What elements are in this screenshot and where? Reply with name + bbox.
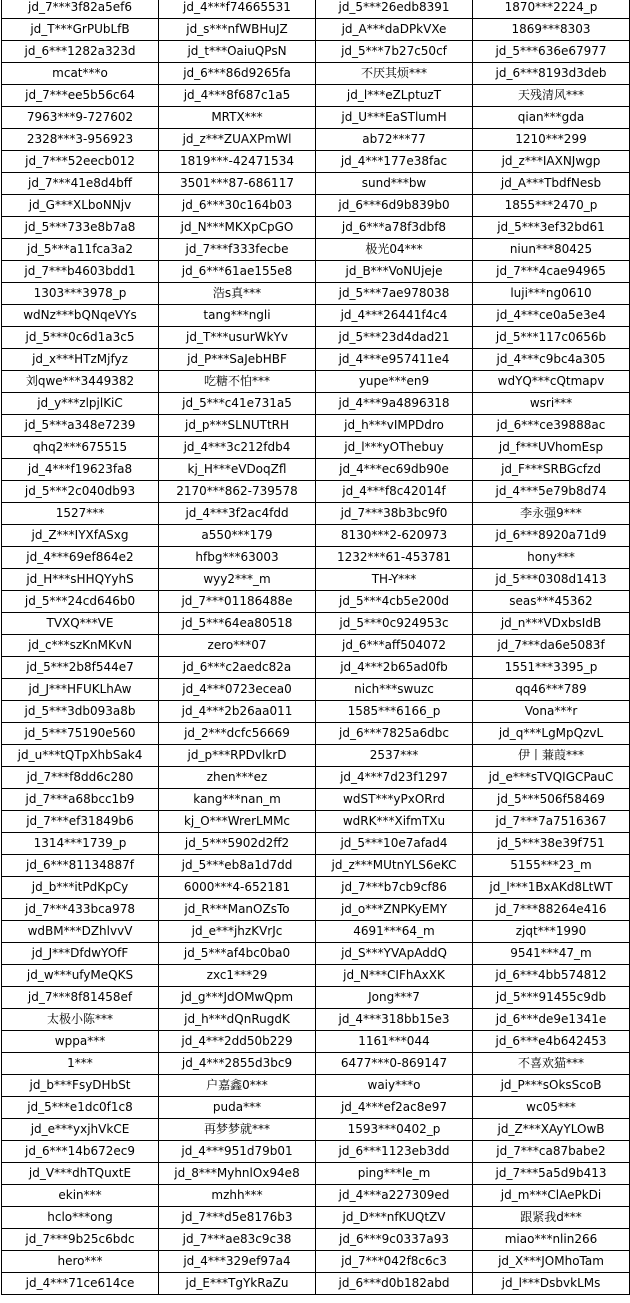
table-cell: jd_N***CIFhAxXK: [316, 965, 473, 987]
table-cell: jd_D***nfKUQtZV: [316, 1207, 473, 1229]
table-cell: hero***: [2, 1251, 159, 1273]
table-row: [2, 415, 630, 437]
table-cell: jd_4***ec69db90e: [316, 459, 473, 481]
table-row: [2, 481, 630, 503]
table-cell: jd_6***ce39888ac: [473, 415, 630, 437]
table-cell: jd_5***26edb8391: [316, 0, 473, 19]
table-cell: sund***bw: [316, 173, 473, 195]
table-cell: jd_n***VDxbsIdB: [473, 613, 630, 635]
table-cell: ab72***77: [316, 129, 473, 151]
table-cell: jd_5***7ae978038: [316, 283, 473, 305]
table-cell: MRTX***: [159, 107, 316, 129]
table-cell: jd_7***41e8d4bff: [2, 173, 159, 195]
table-cell: jd_4***71ce614ce: [2, 1273, 159, 1295]
table-cell: jd_o***ZNPKyEMY: [316, 899, 473, 921]
table-cell: jd_7***52eecb012: [2, 151, 159, 173]
table-cell: jd_J***DfdwYOfF: [2, 943, 159, 965]
table-cell: jd_e***sTVQIGCPauC: [473, 767, 630, 789]
table-cell: jd_4***5e79b8d74: [473, 481, 630, 503]
table-cell: 户嘉鑫0***: [159, 1075, 316, 1097]
table-cell: puda***: [159, 1097, 316, 1119]
table-row: [2, 635, 630, 657]
table-cell: jd_7***a68bcc1b9: [2, 789, 159, 811]
table-row: [2, 1075, 630, 1097]
table-row: [2, 261, 630, 283]
table-cell: 9541***47_m: [473, 943, 630, 965]
table-cell: jd_z***IAXNJwgp: [473, 151, 630, 173]
table-cell: nich***swuzc: [316, 679, 473, 701]
table-cell: jd_4***318bb15e3: [316, 1009, 473, 1031]
table-cell: jd_4***ef2ac8e97: [316, 1097, 473, 1119]
table-cell: jd_6***e4b642453: [473, 1031, 630, 1053]
table-cell: jd_4***9a4896318: [316, 393, 473, 415]
table-cell: jd_5***117c0656b: [473, 327, 630, 349]
table-cell: jd_6***aff504072: [316, 635, 473, 657]
table-cell: jd_e***jhzKVrJc: [159, 921, 316, 943]
table-cell: jd_z***MUtnYLS6eKC: [316, 855, 473, 877]
table-cell: jd_P***sOksScoB: [473, 1075, 630, 1097]
table-cell: 不喜欢猫***: [473, 1053, 630, 1075]
table-cell: 浩s真***: [159, 283, 316, 305]
table-cell: zxc1***29: [159, 965, 316, 987]
table-cell: jd_7***88264e416: [473, 899, 630, 921]
table-row: [2, 987, 630, 1009]
table-cell: 2170***862-739578: [159, 481, 316, 503]
table-cell: jd_y***zlpjlKiC: [2, 393, 159, 415]
table-cell: jd_6***c2aedc82a: [159, 657, 316, 679]
table-cell: jd_6***61ae155e8: [159, 261, 316, 283]
table-cell: tang***ngli: [159, 305, 316, 327]
table-cell: TH-Y***: [316, 569, 473, 591]
table-cell: jd_B***VoNUjeje: [316, 261, 473, 283]
table-body: [2, 0, 630, 1295]
table-cell: jd_5***eb8a1d7dd: [159, 855, 316, 877]
table-cell: jd_6***1123eb3dd: [316, 1141, 473, 1163]
table-cell: jd_4***177e38fac: [316, 151, 473, 173]
table-row: [2, 327, 630, 349]
table-cell: jd_5***38e39f751: [473, 833, 630, 855]
table-cell: jd_e***yxjhVkCE: [2, 1119, 159, 1141]
table-cell: jd_4***e957411e4: [316, 349, 473, 371]
table-cell: jd_2***dcfc56669: [159, 723, 316, 745]
table-cell: jd_6***8193d3deb: [473, 63, 630, 85]
table-cell: jd_5***636e67977: [473, 41, 630, 63]
table-cell: jd_6***9c0337a93: [316, 1229, 473, 1251]
table-cell: jd_h***dQnRugdK: [159, 1009, 316, 1031]
table-row: [2, 173, 630, 195]
table-cell: jd_t***OaiuQPsN: [159, 41, 316, 63]
table-row: [2, 591, 630, 613]
table-cell: jd_P***SaJebHBF: [159, 349, 316, 371]
table-cell: jd_4***a227309ed: [316, 1185, 473, 1207]
table-cell: jd_R***ManOZsTo: [159, 899, 316, 921]
table-cell: jd_5***c41e731a5: [159, 393, 316, 415]
table-cell: jd_6***81134887f: [2, 855, 159, 877]
table-cell: jd_6***d0b182abd: [316, 1273, 473, 1295]
table-cell: jd_h***vIMPDdro: [316, 415, 473, 437]
table-cell: wc05***: [473, 1097, 630, 1119]
table-cell: kang***nan_m: [159, 789, 316, 811]
table-cell: jd_5***75190e560: [2, 723, 159, 745]
table-cell: jd_7***ef31849b6: [2, 811, 159, 833]
table-cell: 1870***2224_p: [473, 0, 630, 19]
table-row: [2, 19, 630, 41]
table-cell: jd_7***da6e5083f: [473, 635, 630, 657]
table-cell: qhq2***675515: [2, 437, 159, 459]
table-row: [2, 1141, 630, 1163]
table-cell: TVXQ***VE: [2, 613, 159, 635]
table-cell: zjqt***1990: [473, 921, 630, 943]
table-cell: jd_w***ufyMeQKS: [2, 965, 159, 987]
table-cell: jd_5***a11fca3a2: [2, 239, 159, 261]
table-row: [2, 855, 630, 877]
table-cell: jd_5***3db093a8b: [2, 701, 159, 723]
table-cell: wdBM***DZhlvvV: [2, 921, 159, 943]
table-row: [2, 283, 630, 305]
table-cell: 太极小陈***: [2, 1009, 159, 1031]
table-row: [2, 965, 630, 987]
table-cell: jd_E***TgYkRaZu: [159, 1273, 316, 1295]
table-cell: jd_7***01186488e: [159, 591, 316, 613]
table-cell: wdYQ***cQtmapv: [473, 371, 630, 393]
table-cell: jd_4***ce0a5e3e4: [473, 305, 630, 327]
table-row: [2, 0, 630, 19]
table-row: [2, 833, 630, 855]
table-cell: 1585***6166_p: [316, 701, 473, 723]
table-row: [2, 877, 630, 899]
table-cell: 8130***2-620973: [316, 525, 473, 547]
table-cell: jd_Z***IYXfASxg: [2, 525, 159, 547]
table-cell: 李永强9***: [473, 503, 630, 525]
table-cell: 1551***3395_p: [473, 657, 630, 679]
table-cell: hclo***ong: [2, 1207, 159, 1229]
table-cell: jd_5***64ea80518: [159, 613, 316, 635]
table-cell: jd_A***TbdfNesb: [473, 173, 630, 195]
table-row: [2, 85, 630, 107]
table-cell: jd_T***usurWkYv: [159, 327, 316, 349]
table-cell: jd_H***sHHQYyhS: [2, 569, 159, 591]
table-cell: jd_S***YVApAddQ: [316, 943, 473, 965]
table-cell: 1527***: [2, 503, 159, 525]
table-cell: wdNz***bQNqeVYs: [2, 305, 159, 327]
table-cell: 1210***299: [473, 129, 630, 151]
table-cell: jd_6***86d9265fa: [159, 63, 316, 85]
table-cell: jd_6***1282a323d: [2, 41, 159, 63]
table-cell: jd_8***MyhnlOx94e8: [159, 1163, 316, 1185]
table-row: [2, 195, 630, 217]
table-cell: 1819***-42471534: [159, 151, 316, 173]
table-cell: jd_5***e1dc0f1c8: [2, 1097, 159, 1119]
table-cell: jd_5***2c040db93: [2, 481, 159, 503]
table-cell: jd_l***yOThebuy: [316, 437, 473, 459]
table-cell: waiy***o: [316, 1075, 473, 1097]
table-cell: 5155***23_m: [473, 855, 630, 877]
table-cell: qq46***789: [473, 679, 630, 701]
table-cell: jd_T***GrPUbLfB: [2, 19, 159, 41]
table-row: [2, 1163, 630, 1185]
table-cell: zhen***ez: [159, 767, 316, 789]
table-cell: jd_5***3ef32bd61: [473, 217, 630, 239]
table-cell: mzhh***: [159, 1185, 316, 1207]
table-cell: jd_4***2b26aa011: [159, 701, 316, 723]
table-cell: jd_l***DsbvkLMs: [473, 1273, 630, 1295]
table-cell: jd_J***HFUKLhAw: [2, 679, 159, 701]
table-cell: jd_5***0c924953c: [316, 613, 473, 635]
table-cell: jd_4***f74665531: [159, 0, 316, 19]
table-cell: hfbg***63003: [159, 547, 316, 569]
table-row: [2, 789, 630, 811]
table-cell: jd_b***FsyDHbSt: [2, 1075, 159, 1097]
table-cell: jd_4***2dd50b229: [159, 1031, 316, 1053]
table-cell: yupe***en9: [316, 371, 473, 393]
table-cell: jd_F***SRBGcfzd: [473, 459, 630, 481]
table-row: [2, 1097, 630, 1119]
table-cell: jd_5***506f58469: [473, 789, 630, 811]
table-cell: luji***ng0610: [473, 283, 630, 305]
table-row: [2, 701, 630, 723]
table-row: [2, 569, 630, 591]
table-cell: hony***: [473, 547, 630, 569]
table-cell: jd_7***ca87babe2: [473, 1141, 630, 1163]
table-cell: 6477***0-869147: [316, 1053, 473, 1075]
table-cell: jd_7***5a5d9b413: [473, 1163, 630, 1185]
table-cell: jd_x***HTzMjfyz: [2, 349, 159, 371]
table-cell: jd_5***0c6d1a3c5: [2, 327, 159, 349]
user-id-table: [1, 0, 630, 1295]
table-row: [2, 1053, 630, 1075]
table-row: [2, 41, 630, 63]
table-cell: 3501***87-686117: [159, 173, 316, 195]
table-cell: jd_7***f8dd6c280: [2, 767, 159, 789]
table-row: [2, 1273, 630, 1295]
table-cell: jd_6***de9e1341e: [473, 1009, 630, 1031]
table-row: [2, 63, 630, 85]
table-cell: jd_4***2855d3bc9: [159, 1053, 316, 1075]
table-row: [2, 393, 630, 415]
table-row: [2, 943, 630, 965]
table-cell: jd_5***4cb5e200d: [316, 591, 473, 613]
table-cell: jd_q***LgMpQzvL: [473, 723, 630, 745]
table-cell: 1869***8303: [473, 19, 630, 41]
table-cell: jd_A***daDPkVXe: [316, 19, 473, 41]
table-cell: jd_6***7825a6dbc: [316, 723, 473, 745]
table-cell: jd_7***ae83c9c38: [159, 1229, 316, 1251]
table-cell: jd_6***4bb574812: [473, 965, 630, 987]
table-cell: Vona***r: [473, 701, 630, 723]
table-row: [2, 1229, 630, 1251]
table-cell: 6000***4-652181: [159, 877, 316, 899]
table-cell: jd_7***3f82a5ef6: [2, 0, 159, 19]
table-cell: jd_7***d5e8176b3: [159, 1207, 316, 1229]
table-row: [2, 1119, 630, 1141]
table-cell: jd_c***szKnMKvN: [2, 635, 159, 657]
table-cell: 跟紧我d***: [473, 1207, 630, 1229]
table-cell: jd_5***0308d1413: [473, 569, 630, 591]
table-cell: qian***gda: [473, 107, 630, 129]
table-cell: jd_V***dhTQuxtE: [2, 1163, 159, 1185]
table-row: [2, 547, 630, 569]
table-cell: jd_5***91455c9db: [473, 987, 630, 1009]
table-cell: 1855***2470_p: [473, 195, 630, 217]
table-cell: jd_4***3c212fdb4: [159, 437, 316, 459]
table-cell: jd_p***SLNUTtRH: [159, 415, 316, 437]
table-row: [2, 459, 630, 481]
table-row: [2, 503, 630, 525]
table-cell: jd_N***MKXpCpGO: [159, 217, 316, 239]
table-cell: ping***le_m: [316, 1163, 473, 1185]
table-cell: jd_4***2b65ad0fb: [316, 657, 473, 679]
table-cell: jd_5***a348e7239: [2, 415, 159, 437]
table-cell: 天残清风***: [473, 85, 630, 107]
table-cell: miao***nlin266: [473, 1229, 630, 1251]
table-cell: jd_7***7a7516367: [473, 811, 630, 833]
table-cell: ekin***: [2, 1185, 159, 1207]
table-row: [2, 745, 630, 767]
table-cell: jd_7***b7cb9cf86: [316, 877, 473, 899]
table-cell: Jong***7: [316, 987, 473, 1009]
table-row: [2, 525, 630, 547]
table-cell: jd_X***JOMhoTam: [473, 1251, 630, 1273]
table-row: [2, 239, 630, 261]
table-row: [2, 305, 630, 327]
table-cell: jd_4***8f687c1a5: [159, 85, 316, 107]
table-row: [2, 723, 630, 745]
table-cell: 2328***3-956923: [2, 129, 159, 151]
table-cell: jd_f***UVhomEsp: [473, 437, 630, 459]
table-row: [2, 217, 630, 239]
table-cell: seas***45362: [473, 591, 630, 613]
table-row: [2, 129, 630, 151]
table-cell: jd_5***733e8b7a8: [2, 217, 159, 239]
table-cell: kj_H***eVDoqZfl: [159, 459, 316, 481]
table-cell: jd_7***433bca978: [2, 899, 159, 921]
table-cell: kj_O***WrerLMMc: [159, 811, 316, 833]
table-row: [2, 1251, 630, 1273]
table-cell: jd_4***c9bc4a305: [473, 349, 630, 371]
table-cell: jd_6***6d9b839b0: [316, 195, 473, 217]
table-cell: jd_6***a78f3dbf8: [316, 217, 473, 239]
table-cell: jd_4***f8c42014f: [316, 481, 473, 503]
table-cell: jd_4***951d79b01: [159, 1141, 316, 1163]
table-cell: jd_Z***XAyYLOwB: [473, 1119, 630, 1141]
table-cell: jd_4***7d23f1297: [316, 767, 473, 789]
table-cell: wdST***yPxORrd: [316, 789, 473, 811]
table-row: [2, 767, 630, 789]
table-cell: 7963***9-727602: [2, 107, 159, 129]
table-cell: 1314***1739_p: [2, 833, 159, 855]
table-cell: 1161***044: [316, 1031, 473, 1053]
table-row: [2, 437, 630, 459]
table-cell: jd_5***24cd646b0: [2, 591, 159, 613]
table-cell: jd_m***ClAePkDi: [473, 1185, 630, 1207]
table-cell: jd_7***8f81458ef: [2, 987, 159, 1009]
table-cell: wyy2***_m: [159, 569, 316, 591]
table-cell: jd_5***5902d2ff2: [159, 833, 316, 855]
table-cell: jd_4***f19623fa8: [2, 459, 159, 481]
table-cell: wsri***: [473, 393, 630, 415]
table-row: [2, 371, 630, 393]
table-cell: 再梦梦就***: [159, 1119, 316, 1141]
table-cell: 不厌其烦***: [316, 63, 473, 85]
table-cell: jd_7***ee5b56c64: [2, 85, 159, 107]
table-cell: 1***: [2, 1053, 159, 1075]
table-cell: jd_l***1BxAKd8LtWT: [473, 877, 630, 899]
table-cell: wdRK***XifmTXu: [316, 811, 473, 833]
table-row: [2, 1185, 630, 1207]
table-row: [2, 679, 630, 701]
table-cell: 1232***61-453781: [316, 547, 473, 569]
table-row: [2, 811, 630, 833]
table-cell: jd_7***f333fecbe: [159, 239, 316, 261]
table-cell: jd_6***8920a71d9: [473, 525, 630, 547]
table-cell: jd_5***23d4dad21: [316, 327, 473, 349]
table-row: [2, 1207, 630, 1229]
table-cell: a550***179: [159, 525, 316, 547]
table-row: [2, 1031, 630, 1053]
table-cell: jd_5***2b8f544e7: [2, 657, 159, 679]
table-cell: jd_l***eZLptuzT: [316, 85, 473, 107]
table-cell: jd_4***69ef864e2: [2, 547, 159, 569]
table-cell: jd_4***0723ecea0: [159, 679, 316, 701]
table-cell: jd_7***38b3bc9f0: [316, 503, 473, 525]
table-cell: 吃糖不怕***: [159, 371, 316, 393]
table-cell: niun***80425: [473, 239, 630, 261]
table-cell: jd_s***nfWBHuJZ: [159, 19, 316, 41]
table-cell: jd_5***7b27c50cf: [316, 41, 473, 63]
table-cell: jd_u***tQTpXhbSak4: [2, 745, 159, 767]
table-row: [2, 107, 630, 129]
table-cell: 2537***: [316, 745, 473, 767]
table-cell: jd_4***3f2ac4fdd: [159, 503, 316, 525]
table-cell: mcat***o: [2, 63, 159, 85]
table-row: [2, 657, 630, 679]
table-cell: jd_7***b4603bdd1: [2, 261, 159, 283]
table-cell: jd_5***10e7afad4: [316, 833, 473, 855]
table-cell: jd_7***042f8c6c3: [316, 1251, 473, 1273]
table-cell: jd_b***itPdKpCy: [2, 877, 159, 899]
table-row: [2, 349, 630, 371]
table-cell: jd_5***af4bc0ba0: [159, 943, 316, 965]
table-row: [2, 921, 630, 943]
table-cell: jd_U***EaSTlumH: [316, 107, 473, 129]
table-cell: jd_6***30c164b03: [159, 195, 316, 217]
table-cell: 刘qwe***3449382: [2, 371, 159, 393]
table-row: [2, 899, 630, 921]
table-cell: jd_g***JdOMwQpm: [159, 987, 316, 1009]
table-cell: jd_G***XLboNNjv: [2, 195, 159, 217]
table-cell: 4691***64_m: [316, 921, 473, 943]
table-row: [2, 613, 630, 635]
table-row: [2, 1009, 630, 1031]
table-cell: 1593***0402_p: [316, 1119, 473, 1141]
table-cell: wppa***: [2, 1031, 159, 1053]
table-cell: jd_7***4cae94965: [473, 261, 630, 283]
table-cell: jd_z***ZUAXPmWl: [159, 129, 316, 151]
table-cell: jd_7***9b25c6bdc: [2, 1229, 159, 1251]
table-cell: jd_4***329ef97a4: [159, 1251, 316, 1273]
table-cell: jd_4***26441f4c4: [316, 305, 473, 327]
table-cell: jd_6***14b672ec9: [2, 1141, 159, 1163]
table-row: [2, 151, 630, 173]
table-cell: zero***07: [159, 635, 316, 657]
table-cell: 1303***3978_p: [2, 283, 159, 305]
table-cell: jd_p***RPDvlkrD: [159, 745, 316, 767]
table-cell: 极光04***: [316, 239, 473, 261]
table-cell: 伊丨蒹葭***: [473, 745, 630, 767]
